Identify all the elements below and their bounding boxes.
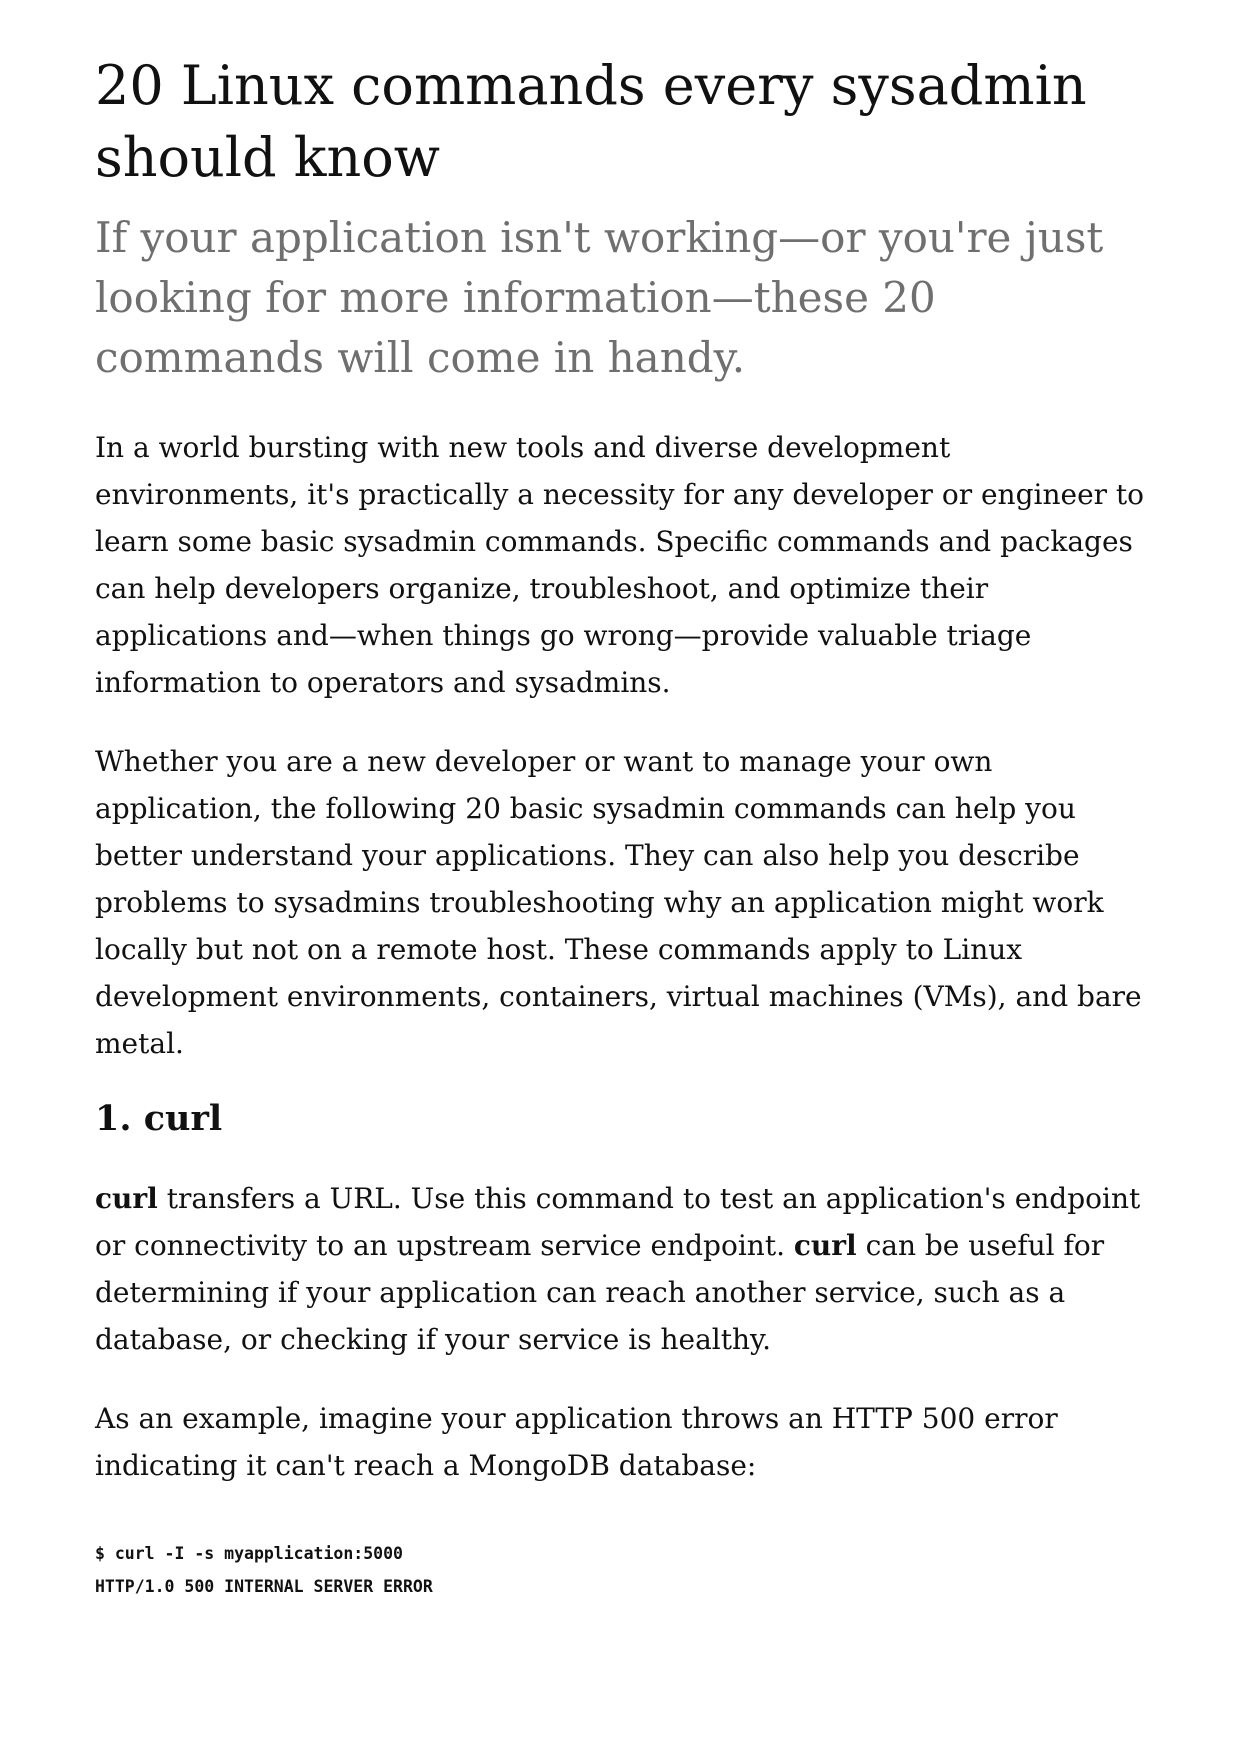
intro-paragraph-2: Whether you are a new developer or want to manage your own application, the following 20 basic sysadmin commands can help you better understand your applications. They can also help you describe problems to sysadmins troubleshooting why an application might work locally but not on a remote host. These commands apply to Linux development environments, containers, virtual machines (VMs), and bare metal.: [95, 745, 1142, 1060]
curl-term: curl: [95, 1182, 158, 1215]
section-heading-curl: 1. curl: [95, 1098, 223, 1139]
curl-term: curl: [793, 1229, 857, 1262]
code-block: [95, 1537, 1160, 1603]
article-title: 20 Linux commands every sysadmin should know: [95, 54, 1087, 189]
code-line: $ curl -I -s myapplication:5000: [95, 1544, 403, 1563]
code-line: HTTP/1.0 500 INTERNAL SERVER ERROR: [95, 1577, 433, 1596]
curl-description-text-2: can be useful for determining if your application can reach another service, such as a database, or checking if your service is healthy.: [95, 1229, 1105, 1356]
article-page: [95, 50, 1160, 1603]
curl-description-paragraph: [95, 1175, 1160, 1363]
intro-paragraph-1: In a world bursting with new tools and diverse development environments, it's practically a necessity for any developer or engineer to learn some basic sysadmin commands. Specific commands and packages can help developers organize, troubleshoot, and optimize their applications and—when things go wrong—provide valuable triage information to operators and sysadmins.: [95, 431, 1145, 699]
article-subtitle: If your application isn't working—or you're just looking for more information—these 20 commands will come in handy.: [95, 213, 1104, 382]
curl-example-paragraph: As an example, imagine your application throws an HTTP 500 error indicating it can't reach a MongoDB database:: [95, 1402, 1058, 1482]
curl-description-text-1: transfers a URL. Use this command to test an application's endpoint or connectivity to an upstream service endpoint.: [95, 1182, 1141, 1262]
